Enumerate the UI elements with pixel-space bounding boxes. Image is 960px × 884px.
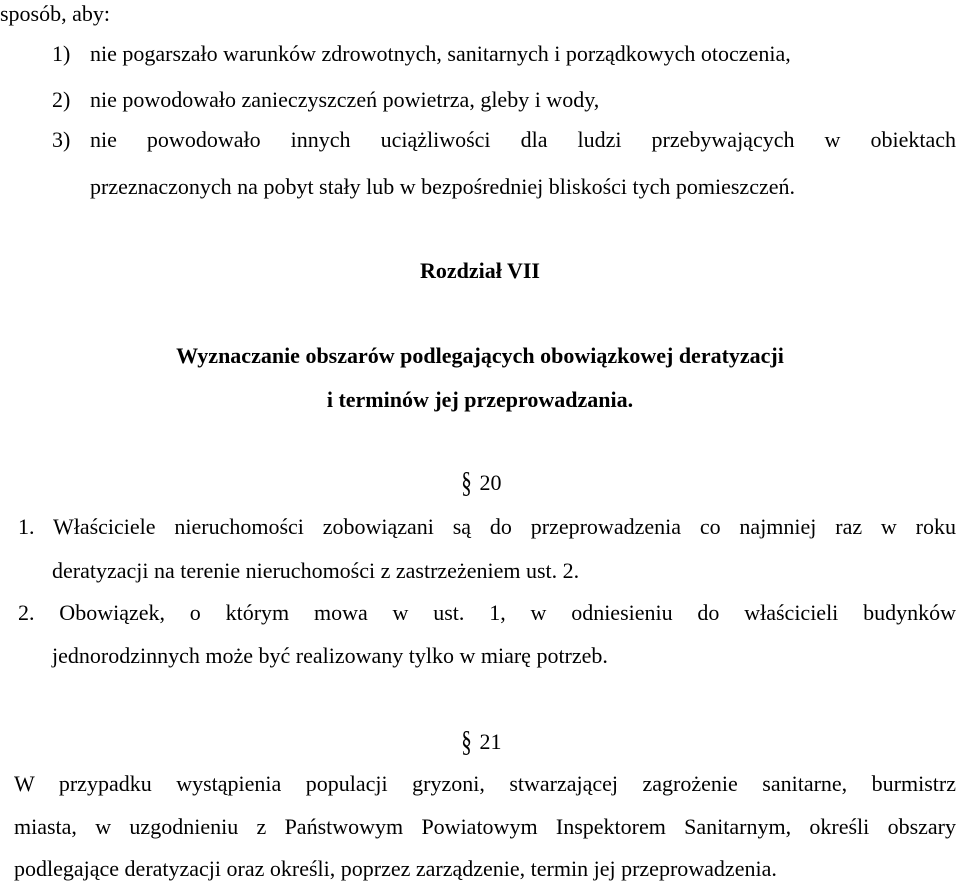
- list-text: nie powodowało innych uciążliwości dla ludzi przebywających w obiektach: [90, 127, 956, 152]
- list-item-3-continuation: przeznaczonych na pobyt stały lub w bezpośredniej bliskości tych pomieszczeń.: [90, 174, 795, 199]
- section-21-line-1: W przypadku wystąpienia populacji gryzoni, stwarzającej zagrożenie sanitarne, burmistrz: [14, 771, 956, 796]
- section-21-line-3: podlegające deratyzacji oraz określi, poprzez zarządzenie, termin jej przeprowadzenia.: [14, 856, 777, 881]
- list-text: nie powodowało zanieczyszczeń powietrza, gleby i wody,: [90, 87, 600, 112]
- list-item-3: [52, 127, 956, 153]
- list-number: 1): [52, 41, 71, 66]
- chapter-subtitle-line-1: Wyznaczanie obszarów podlegających obowiązkowej deratyzacji: [176, 343, 784, 368]
- section-symbol: §: [460, 725, 472, 758]
- section-number: 21: [479, 729, 502, 754]
- section-21-line-2: miasta, w uzgodnieniu z Państwowym Powiatowym Inspektorem Sanitarnym, określi obszary: [14, 814, 956, 839]
- section-20-paragraph-2-line-1: 2. Obowiązek, o którym mowa w ust. 1, w odniesieniu do właścicieli budynków: [18, 600, 956, 625]
- section-20-paragraph-1-line-1: 1. Właściciele nieruchomości zobowiązani są do przeprowadzenia co najmniej raz w roku: [18, 514, 956, 539]
- list-text: nie pogarszało warunków zdrowotnych, sanitarnych i porządkowych otoczenia,: [90, 41, 791, 66]
- list-item-2: [52, 87, 599, 113]
- section-20-paragraph-2-line-2: jednorodzinnych może być realizowany tylko w miarę potrzeb.: [52, 643, 608, 668]
- list-item-1: [52, 41, 791, 67]
- list-number: 3): [52, 127, 71, 152]
- section-symbol: §: [460, 466, 472, 499]
- list-number: 2): [52, 87, 71, 112]
- chapter-subtitle-line-2: i terminów jej przeprowadzania.: [326, 387, 634, 412]
- section-21-heading: [0, 725, 960, 758]
- chapter-title: Rozdział VII: [420, 258, 540, 283]
- section-20-heading: [0, 466, 960, 499]
- intro-text: sposób, aby:: [0, 1, 110, 26]
- section-number: 20: [479, 470, 502, 495]
- section-20-paragraph-1-line-2: deratyzacji na terenie nieruchomości z zastrzeżeniem ust. 2.: [52, 558, 580, 583]
